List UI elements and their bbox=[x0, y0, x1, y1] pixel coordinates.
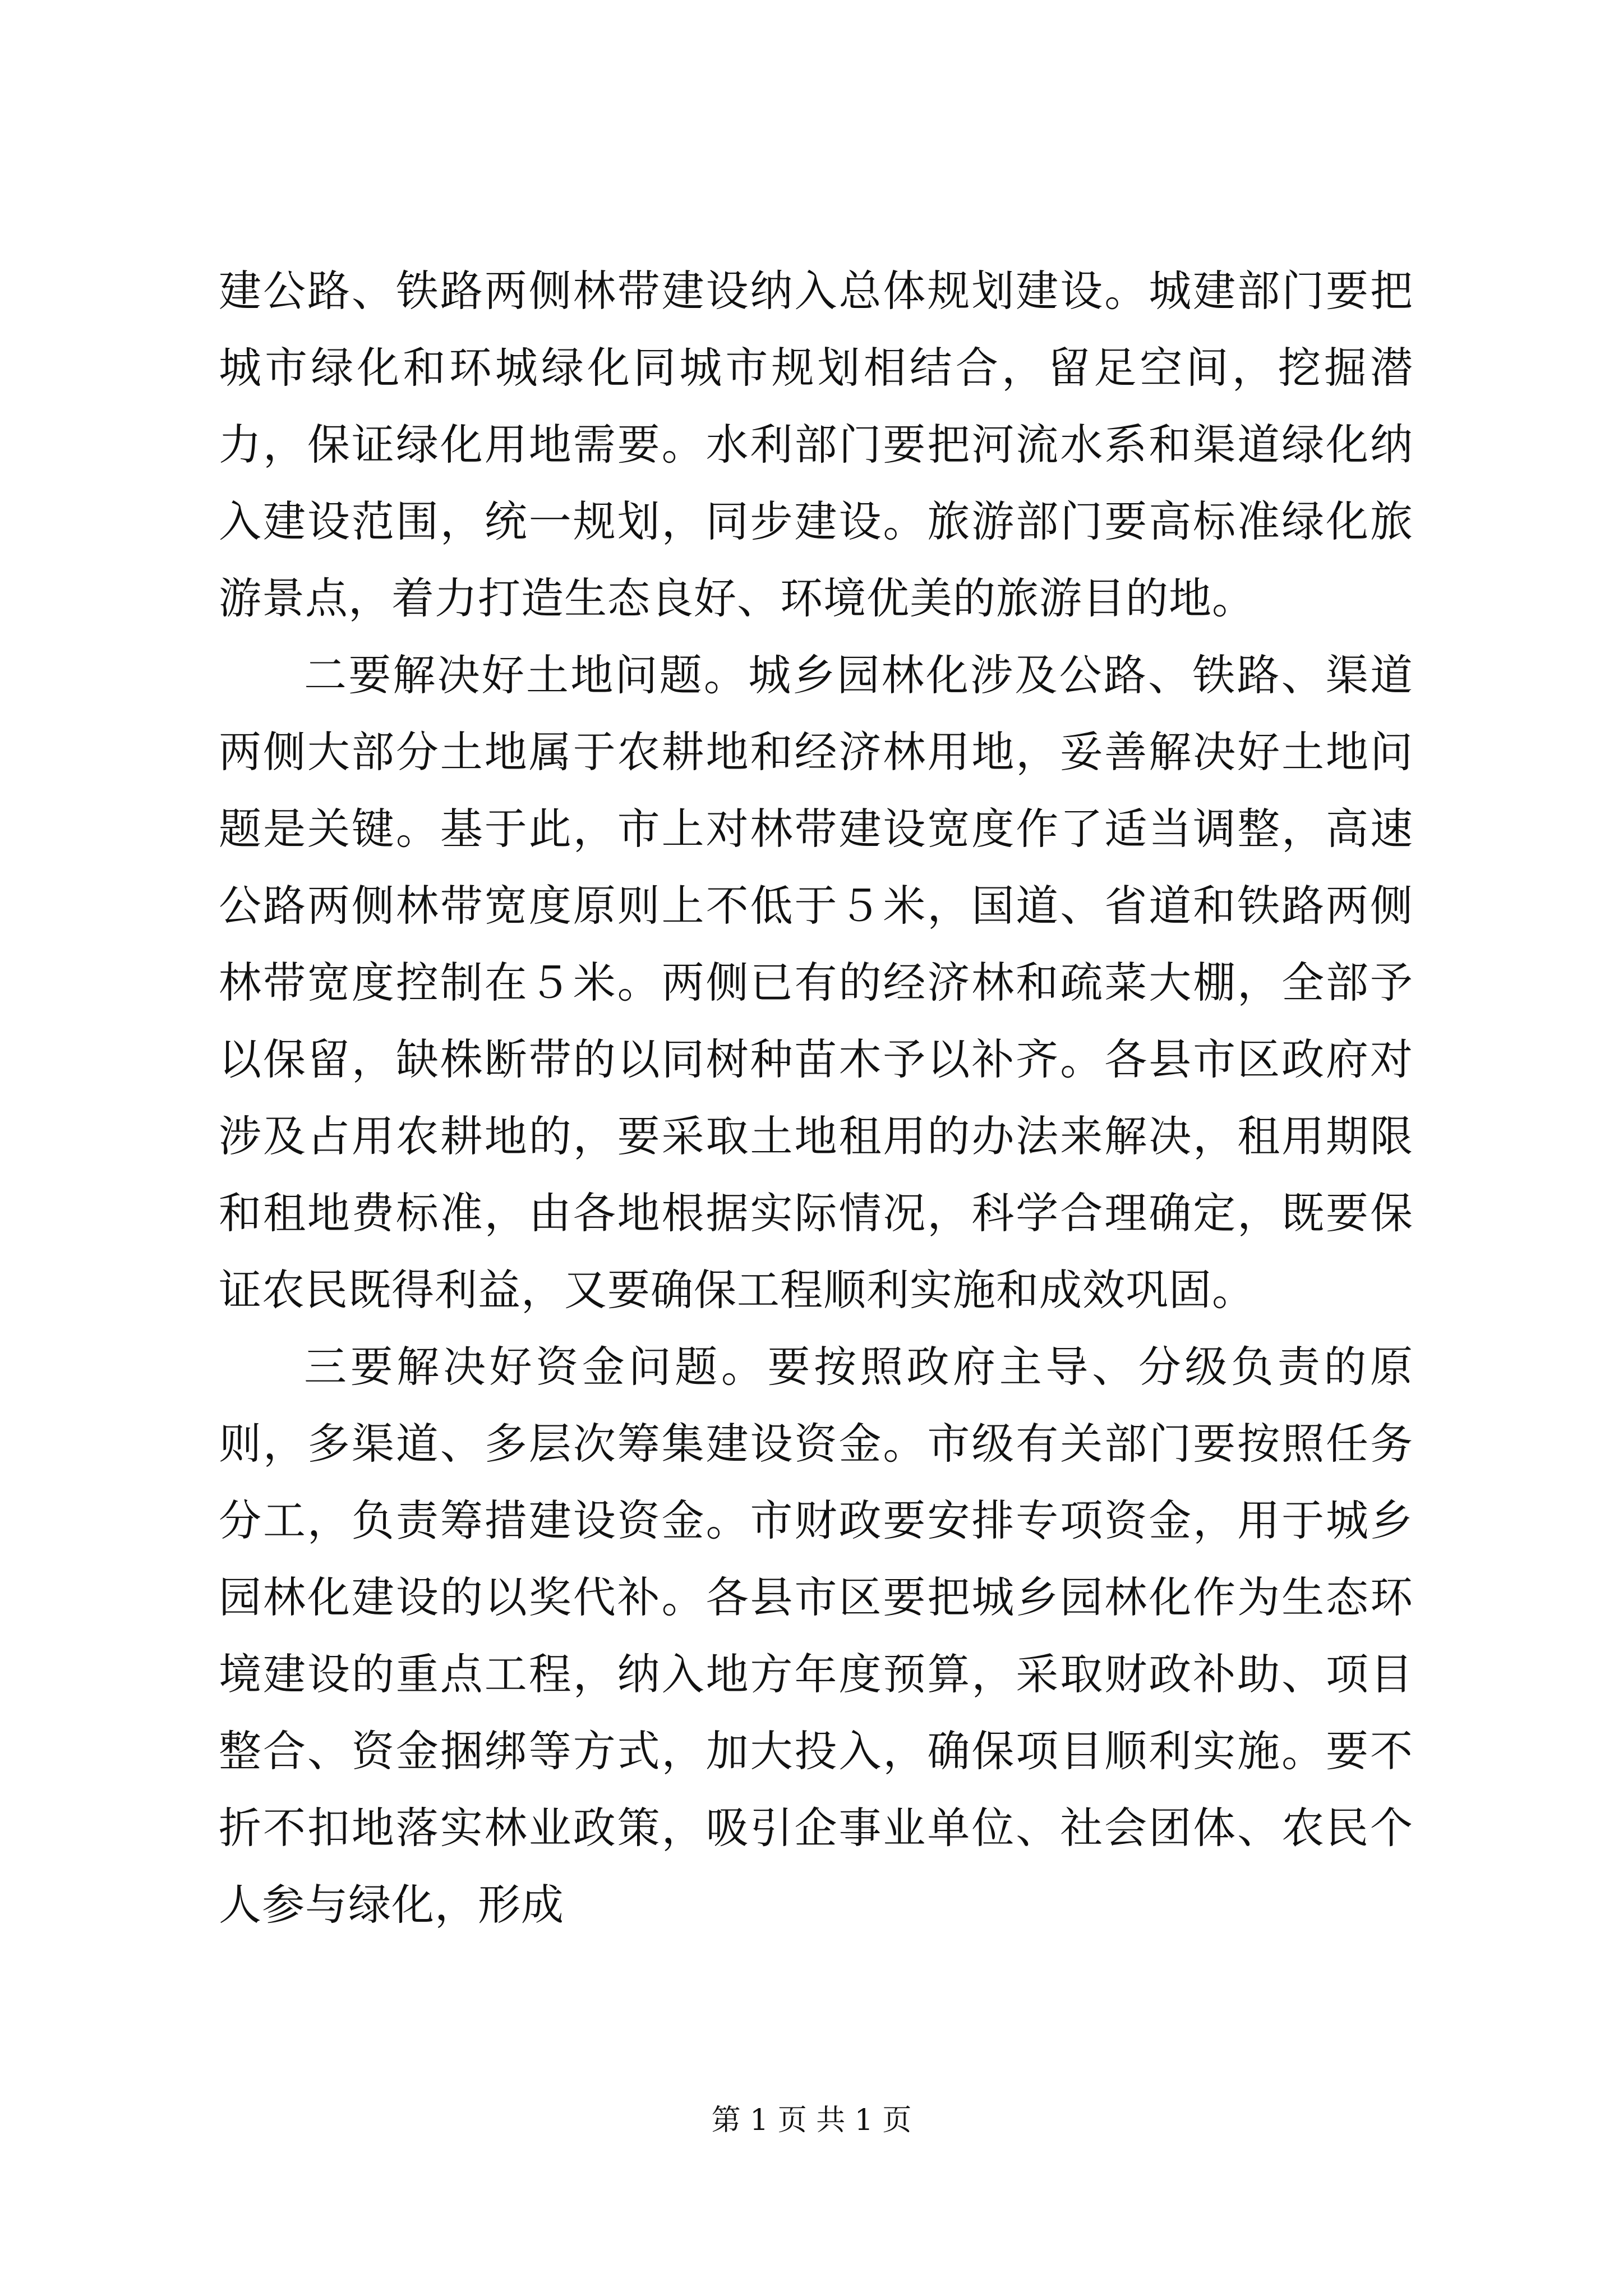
paragraph: 建公路、铁路两侧林带建设纳入总体规划建设。城建部门要把城市绿化和环城绿化同城市规划相结合，留足空间，挖掘潜力，保证绿化用地需要。水利部门要把河流水系和渠道绿化纳入建设范围，统一规划，同步建设。旅游部门要高标准绿化旅游景点，着力打造生态良好、环境优美的旅游目的地。 bbox=[219, 266, 1413, 623]
paragraph: 二要解决好土地问题。城乡园林化涉及公路、铁路、渠道两侧大部分土地属于农耕地和经济林用地，妥善解决好土地问题是关键。基于此，市上对林带建设宽度作了适当调整，高速公路两侧林带宽度原则上不低于５米，国道、省道和铁路两侧林带宽度控制在５米。两侧已有的经济林和疏菜大棚，全部予以保留，缺株断带的以同树种苗木予以补齐。各县市区政府对涉及占用农耕地的，要采取土地租用的办法来解决，租用期限和租地费标准，由各地根据实际情况，科学合理确定，既要保证农民既得利益，又要确保工程顺利实施和成效巩固。 bbox=[219, 650, 1413, 1315]
page-number-label: 第 1 页 共 1 页 bbox=[711, 2104, 912, 2137]
page-footer bbox=[0, 2101, 1623, 2140]
paragraph: 三要解决好资金问题。要按照政府主导、分级负责的原则，多渠道、多层次筹集建设资金。市级有关部门要按照任务分工，负责筹措建设资金。市财政要安排专项资金，用于城乡园林化建设的以奖代补。各县市区要把城乡园林化作为生态环境建设的重点工程，纳入地方年度预算，采取财政补助、项目整合、资金捆绑等方式，加大投入，确保项目顺利实施。要不折不扣地落实林业政策，吸引企事业单位、社会团体、农民个人参与绿化，形成 bbox=[219, 1342, 1413, 1930]
document-body bbox=[219, 252, 1413, 1943]
